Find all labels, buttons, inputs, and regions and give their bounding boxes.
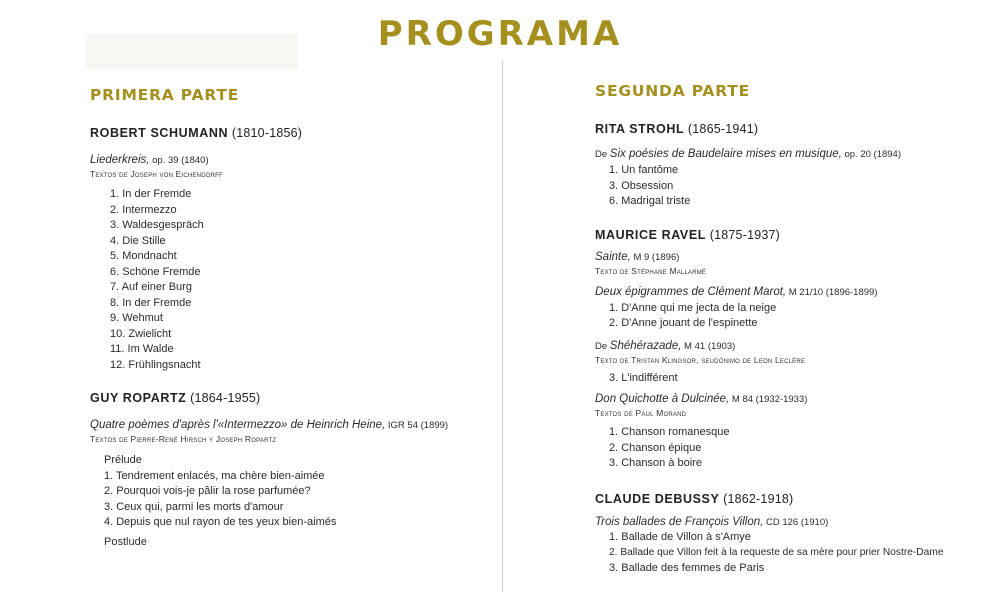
list-item: Prélude (104, 454, 142, 466)
work-catalogue: M 9 (1896) (630, 251, 680, 263)
composer-name: MAURICE RAVEL (595, 227, 707, 242)
column-divider (502, 60, 503, 592)
work-title (90, 153, 495, 168)
part-title-primera: PRIMERA PARTE (90, 86, 240, 104)
composer-dates: (1875-1937) (709, 227, 781, 242)
program-block-schumann (90, 126, 495, 373)
texts-credit: Texto de Tristan Klingsor, seudónimo de Leon Leclère (595, 354, 806, 365)
composer-heading (595, 228, 995, 242)
texts-credit: Texto de Stéphane Mallarmé (595, 265, 707, 276)
list-item: 3. Ceux qui, parmi les morts d'amour (104, 500, 284, 513)
right-column (595, 82, 995, 576)
list-item: Postlude (104, 535, 147, 548)
song-list (110, 187, 495, 373)
list-item: 3. Chanson à boire (609, 457, 702, 469)
list-item: 5. Mondnacht (110, 250, 177, 262)
composer-dates: (1864-1955) (190, 391, 261, 405)
song-list (609, 425, 995, 472)
composer-dates: (1865-1941) (687, 122, 759, 136)
work-prefix: De (595, 340, 610, 352)
list-item: 6. Madrigal triste (609, 195, 691, 207)
work-title-text: Trois ballades de François Villon, (595, 515, 764, 528)
work-title-text: Quatre poèmes d'après l'«Intermezzo» de Heinrich Heine, (90, 419, 386, 431)
composer-name: CLAUDE DEBUSSY (595, 491, 720, 506)
song-list (609, 371, 995, 387)
list-item: 1. In der Fremde (110, 188, 192, 200)
song-list (104, 453, 495, 550)
list-item: 4. Die Stille (110, 234, 166, 247)
work-catalogue: CD 126 (1910) (763, 516, 829, 528)
program-block-debussy (595, 492, 995, 577)
work-title (595, 250, 995, 265)
list-item: 2. Ballade que Villon feit à la requeste de sa mère pour prier Nostre-Dame (609, 547, 944, 558)
program-block-ropartz (90, 391, 495, 550)
list-item: 3. Obsession (609, 179, 674, 192)
list-item: 1. Ballade de Villon à s'Amye (609, 530, 751, 543)
composer-heading (90, 391, 495, 405)
composer-dates: (1810-1856) (231, 126, 303, 140)
composer-name: GUY ROPARTZ (90, 391, 187, 405)
list-item: 8. In der Fremde (110, 296, 192, 309)
part-title-segunda: SEGUNDA PARTE (595, 82, 751, 100)
work-title-text: Shéhérazade, (609, 339, 682, 352)
left-column (90, 86, 495, 550)
program-block-ravel (595, 228, 995, 472)
list-item: 10. Zwielicht (110, 327, 172, 340)
work-title (595, 147, 995, 162)
work-title-text: Deux épigrammes de Clément Marot, (595, 285, 787, 298)
list-item: 2. Chanson épique (609, 441, 702, 454)
work-title-text: Don Quichotte à Dulcinée, (595, 393, 730, 405)
texts-credit: Textos de Paul Morand (595, 408, 687, 418)
list-item: 1. Un fantôme (609, 164, 679, 176)
work-catalogue: M 41 (1903) (681, 340, 736, 352)
work-catalogue: M 21/10 (1896-1899) (786, 286, 878, 298)
list-item: 9. Wehmut (110, 312, 163, 324)
work-catalogue: IGR 54 (1899) (385, 420, 449, 431)
work-catalogue: op. 39 (1840) (149, 155, 209, 166)
work-title-text: Sainte, (595, 250, 631, 263)
composer-heading (595, 492, 995, 506)
list-item: 2. Pourquoi vois-je pâlir la rose parfumée? (104, 485, 311, 497)
list-item: 2. Intermezzo (110, 203, 177, 216)
list-item: 12. Frühlingsnacht (110, 358, 201, 371)
composer-heading (90, 126, 495, 140)
list-item: 1. Chanson romanesque (609, 426, 730, 438)
song-list (609, 163, 995, 210)
composer-dates: (1862-1918) (723, 491, 794, 506)
composer-heading (595, 122, 995, 136)
list-item: 1. D'Anne qui me jecta de la neige (609, 301, 777, 314)
work-catalogue: M 84 (1932-1933) (729, 394, 808, 405)
work-title-text: Liederkreis, (90, 154, 150, 166)
song-list (609, 301, 995, 332)
list-item: 2. D'Anne jouant de l'espinette (609, 317, 758, 329)
list-item: 11. Im Walde (110, 343, 174, 355)
song-list (609, 530, 995, 577)
list-item: 7. Auf einer Burg (110, 281, 192, 293)
list-item: 3. Waldesgespräch (110, 219, 204, 231)
work-title (90, 418, 495, 433)
work-title (595, 392, 995, 407)
list-item: 3. Ballade des femmes de Paris (609, 561, 765, 574)
work-catalogue: op. 20 (1894) (841, 149, 901, 160)
work-title-text: Six poésies de Baudelaire mises en musique, (609, 148, 842, 160)
work-prefix: De (595, 149, 610, 160)
work-title (595, 515, 995, 530)
work-title (595, 285, 995, 300)
composer-name: ROBERT SCHUMANN (90, 126, 229, 140)
texts-credit: Textos de Pierre-René Hirsch y Joseph Ropartz (90, 434, 277, 444)
composer-name: RITA STROHL (595, 122, 685, 136)
program-block-strohl (595, 122, 995, 210)
list-item: 6. Schöne Fremde (110, 265, 201, 278)
list-item: 3. L'indifférent (609, 371, 678, 384)
list-item: 4. Depuis que nul rayon de tes yeux bien-aimés (104, 516, 337, 528)
work-title (595, 339, 995, 354)
page-title: PROGRAMA (377, 14, 623, 54)
list-item: 1. Tendrement enlacés, ma chère bien-aimée (104, 469, 325, 482)
texts-credit: Textos de Joseph von Eichendorff (90, 169, 223, 179)
